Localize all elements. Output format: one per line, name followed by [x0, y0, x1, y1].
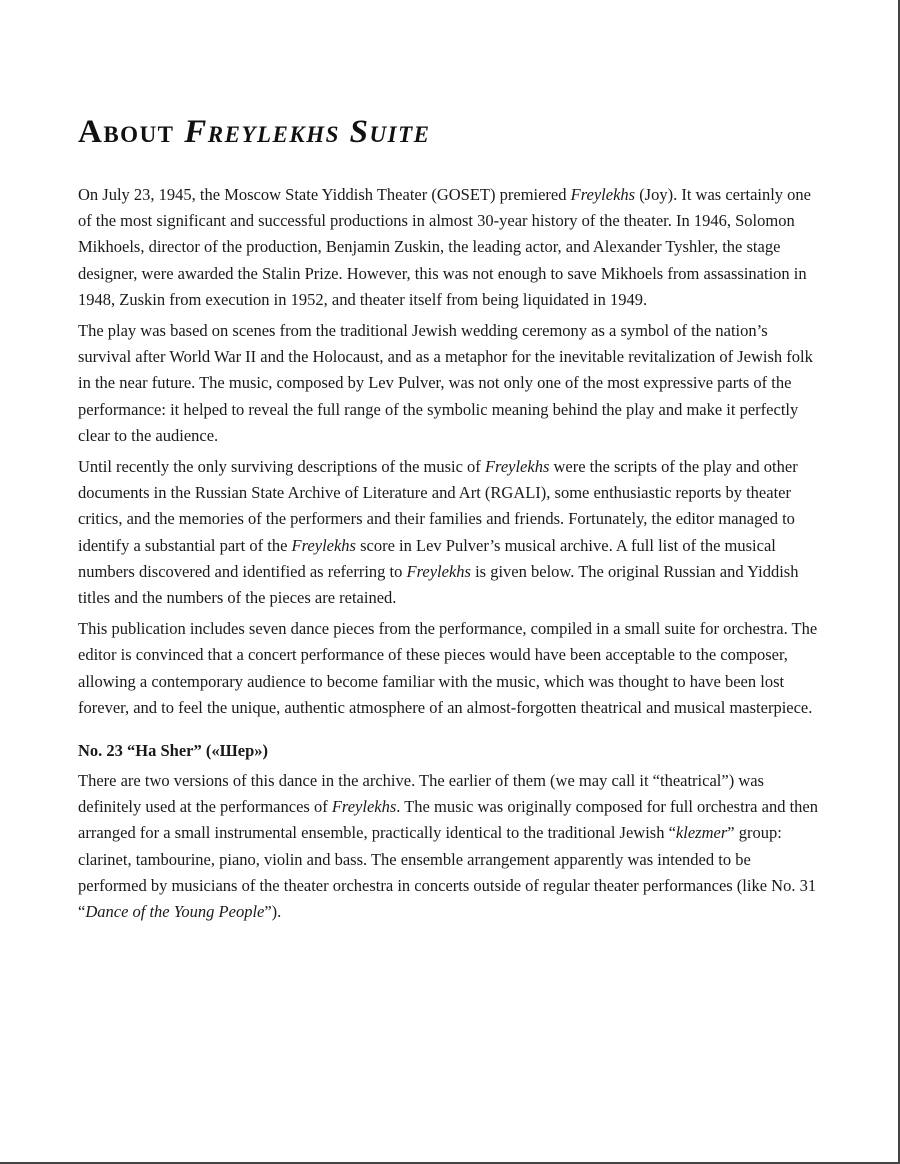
section-heading: No. 23 “Ha Sher” («Шер»): [78, 741, 268, 761]
body-paragraph: [78, 454, 823, 611]
text-run: Until recently the only surviving descriptions of the music of: [78, 457, 485, 477]
section-paragraph: [78, 768, 823, 925]
italic-run: Freylekhs: [484, 457, 550, 477]
italic-run: Freylekhs: [406, 561, 471, 581]
text-run: ” group: clarinet, tambourine, piano, violin and bass. The ensemble arrangement apparently was intended to be performed by musicians of the theater orchestra in concerts outside of regular theater performances (like No. 31 “: [78, 823, 817, 922]
document-page: [78, 112, 823, 930]
text-run: (Joy). It was certainly one of the most significant and successful productions in almost 30-year history of the theater. In 1946, Solomon Mikhoels, director of the production, Benjamin Zuskin, the leading actor, and Alexander Tyshler, the stage designer, were awarded the Stalin Prize. However, this was not enough to save Mikhoels from assassination in 1948, Zuskin from execution in 1952, and theater itself from being liquidated in 1949.: [78, 185, 812, 309]
text-run: On July 23, 1945, the Moscow State Yiddish Theater (GOSET) premiered: [78, 185, 571, 204]
intro-body: [78, 182, 823, 721]
text-run: score in Lev Pulver’s musical archive. A full list of the musical numbers discovered and identified as referring to: [78, 535, 776, 581]
text-run: ”).: [264, 902, 282, 922]
text-run: is given below. The original Russian and Yiddish titles and the numbers of the pieces are retained.: [78, 561, 799, 608]
text-run: There are two versions of this dance in the archive. The earlier of them (we may call it “theatrical”) was definitely used at the performances of: [78, 771, 764, 817]
title-italic: Freylekhs Suite: [184, 114, 431, 150]
section-body: [78, 768, 823, 925]
body-paragraph: [78, 318, 823, 449]
text-run: This publication includes seven dance pieces from the performance, compiled in a small suite for orchestra. The editor is convinced that a concert performance of these pieces would have been acceptable to the composer, allowing a contemporary audience to become familiar with the music, which was thought to have been lost forever, and to feel the unique, authentic atmosphere of an almost-forgotten theatrical and musical masterpiece.: [78, 619, 818, 717]
text-run: . The music was originally composed for full orchestra and then arranged for a small instrumental ensemble, practically identical to the traditional Jewish “: [78, 797, 818, 843]
title-prefix: About: [78, 114, 185, 150]
body-paragraph: [78, 616, 823, 721]
italic-run: Dance of the Young People: [85, 902, 265, 922]
italic-run: Freylekhs: [291, 535, 356, 555]
text-run: were the scripts of the play and other documents in the Russian State Archive of Literature and Art (RGALI), some enthusiastic reports by theater critics, and the memories of the performers and their families and friends. Fortunately, the editor managed to identify a substantial part of the: [78, 457, 798, 555]
italic-run: Freylekhs: [570, 185, 636, 204]
italic-run: klezmer: [675, 823, 728, 843]
body-paragraph: [78, 182, 823, 313]
text-run: The play was based on scenes from the traditional Jewish wedding ceremony as a symbol of the nation’s survival after World War II and the Holocaust, and as a metaphor for the inevitable revitalization of Jewish folk in the near future. The music, composed by Lev Pulver, was not only one of the most expressive parts of the performance: it helped to reveal the full range of the symbolic meaning behind the play and make it perfectly clear to the audience.: [78, 321, 813, 445]
italic-run: Freylekhs: [331, 797, 397, 817]
document-title: [78, 112, 823, 152]
